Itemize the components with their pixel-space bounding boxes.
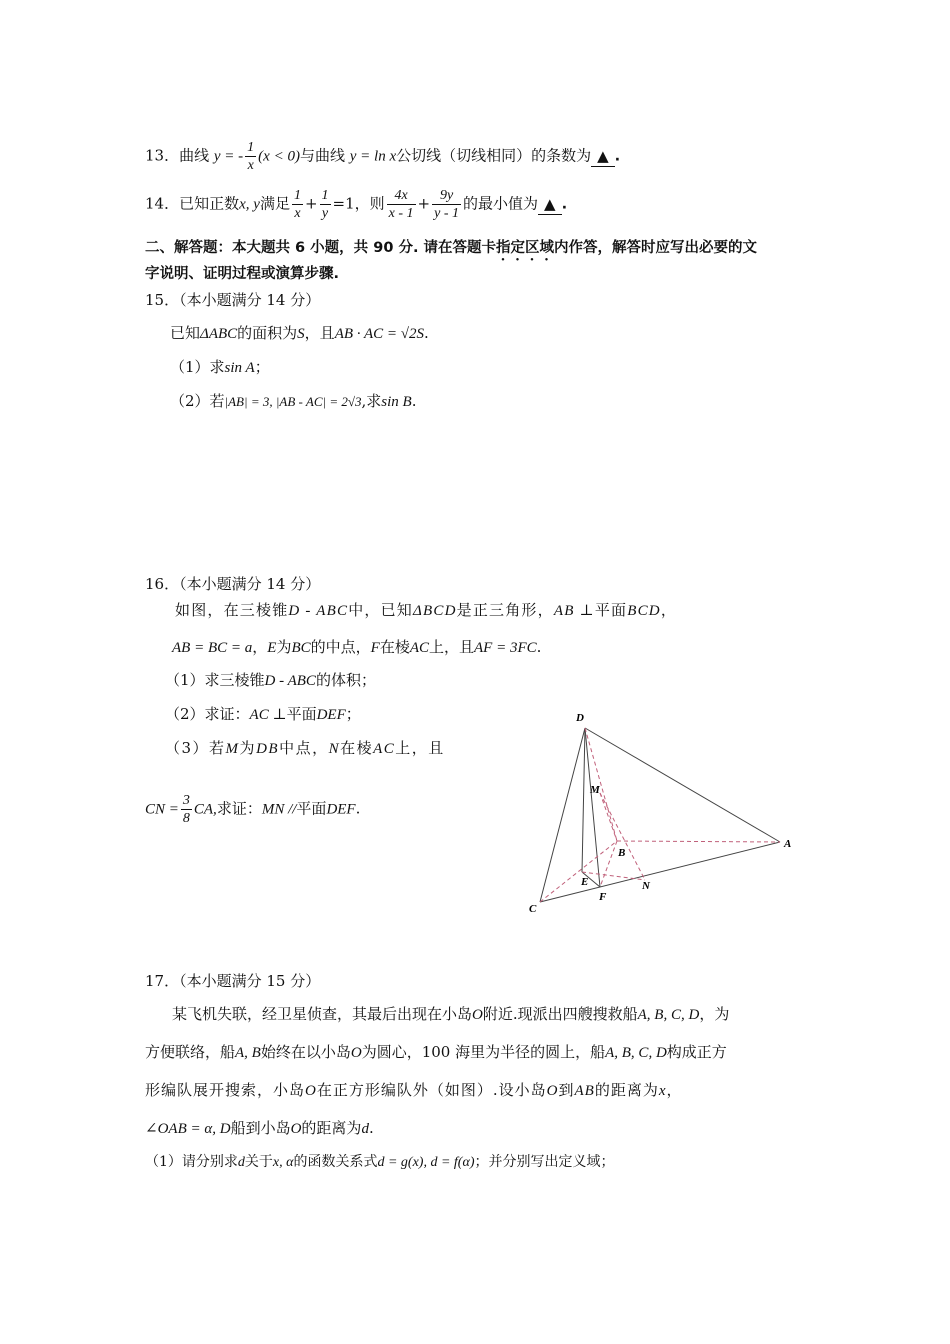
edge-DC bbox=[540, 728, 585, 902]
question-13: 13．曲线 y = - $\frac{1}{x}$ (x < 0)与曲线 y = ln x公切线（切线相同）的条数为 ▲ . bbox=[145, 140, 621, 173]
label-E: E bbox=[581, 876, 589, 888]
label-F: F bbox=[599, 891, 607, 903]
fraction: $\frac{1}{x}$ bbox=[293, 188, 301, 221]
edge-EN bbox=[582, 872, 645, 880]
edge-DF bbox=[585, 728, 600, 887]
fraction: $\frac{1}{x}$ bbox=[247, 140, 255, 173]
question-17-header: 17．（本小题满分 15 分） bbox=[145, 972, 321, 990]
question-17-line-1: 某飞机失联，经卫星侦查，其最后出现在小岛O附近.现派出四艘搜救船A, B, C, D，为 bbox=[172, 1005, 730, 1023]
edge-DA bbox=[585, 728, 780, 842]
answer-blank: ▲ bbox=[538, 194, 562, 215]
question-16-part-2: （2）求证：AC ⊥平面DEF； bbox=[165, 705, 361, 723]
question-17-part-1: （1）请分别求d关于x, α的函数关系式d = g(x), d = f(α)；并分别写出定义域； bbox=[145, 1154, 615, 1170]
edge-MB bbox=[600, 793, 617, 841]
question-16-stem-2: AB = BC = a，E为BC的中点，F在棱AC上，且AF = 3FC. bbox=[172, 638, 542, 656]
question-15-part-1: （1）求sin A； bbox=[170, 358, 270, 376]
fraction: $\frac{3}{8}$ bbox=[182, 793, 190, 826]
label-C: C bbox=[529, 903, 537, 915]
question-16-stem-1: 如图，在三棱锥D - ABC中，已知ΔBCD是正三角形，AB ⊥平面BCD， bbox=[175, 601, 678, 619]
question-15-stem: 已知ΔABC的面积为S，且AB · AC = √2S. bbox=[170, 324, 429, 342]
edge-MN bbox=[600, 793, 645, 880]
question-16-header: 16．（本小题满分 14 分） bbox=[145, 575, 321, 593]
fraction: $\frac{9y}{y - 1}$ bbox=[434, 188, 460, 221]
question-17-line-2: 方便联络，船A, B始终在以小岛O为圆心，100 海里为半径的圆上，船A, B, C, D构成正方 bbox=[145, 1043, 727, 1061]
edge-BA bbox=[617, 841, 780, 842]
fraction: $\frac{4x}{x - 1}$ bbox=[388, 188, 414, 221]
question-15-part-2: （2）若|AB| = 3, |AB - AC| = 2√3,求sin B. bbox=[170, 392, 417, 410]
question-17-line-3: 形编队展开搜索，小岛O在正方形编队外（如图）.设小岛O到AB的距离为x， bbox=[145, 1081, 683, 1099]
edge-DE bbox=[582, 728, 585, 872]
label-N: N bbox=[642, 880, 650, 892]
label-D: D bbox=[576, 712, 584, 724]
question-17-line-4: ∠OAB = α, D船到小岛O的距离为d. bbox=[145, 1119, 374, 1137]
question-16-part-1: （1）求三棱锥D - ABC的体积； bbox=[165, 671, 376, 689]
question-16-part-3: （3）若M为DB中点，N在棱AC上，且 bbox=[165, 739, 445, 757]
label-B: B bbox=[618, 847, 626, 859]
label-M: M bbox=[590, 784, 600, 796]
section-heading-cont: 字说明、证明过程或演算步骤. bbox=[145, 266, 340, 282]
tetrahedron-figure bbox=[520, 705, 810, 930]
fraction: $\frac{1}{y}$ bbox=[321, 188, 329, 221]
edge-CA bbox=[540, 842, 780, 902]
question-15-header: 15．（本小题满分 14 分） bbox=[145, 291, 321, 309]
section-heading: 二、解答题：本大题共 6 小题，共 90 分. 请在答题卡指定区域内作答，解答时应写出必要的文 bbox=[145, 240, 758, 256]
question-14: 14．已知正数x, y满足 $\frac{1}{x}$ + $\frac{1}{y}$ =1，则 $\frac{4x}{x - 1}$ + $\frac{9y}{y - 1}$ 的最小值为 ▲ . bbox=[145, 188, 568, 221]
question-16-part-3-cont: CN = $\frac{3}{8}$ CA,求证：MN //平面DEF. bbox=[145, 793, 361, 826]
label-A: A bbox=[784, 838, 792, 850]
answer-blank: ▲ bbox=[591, 146, 615, 167]
